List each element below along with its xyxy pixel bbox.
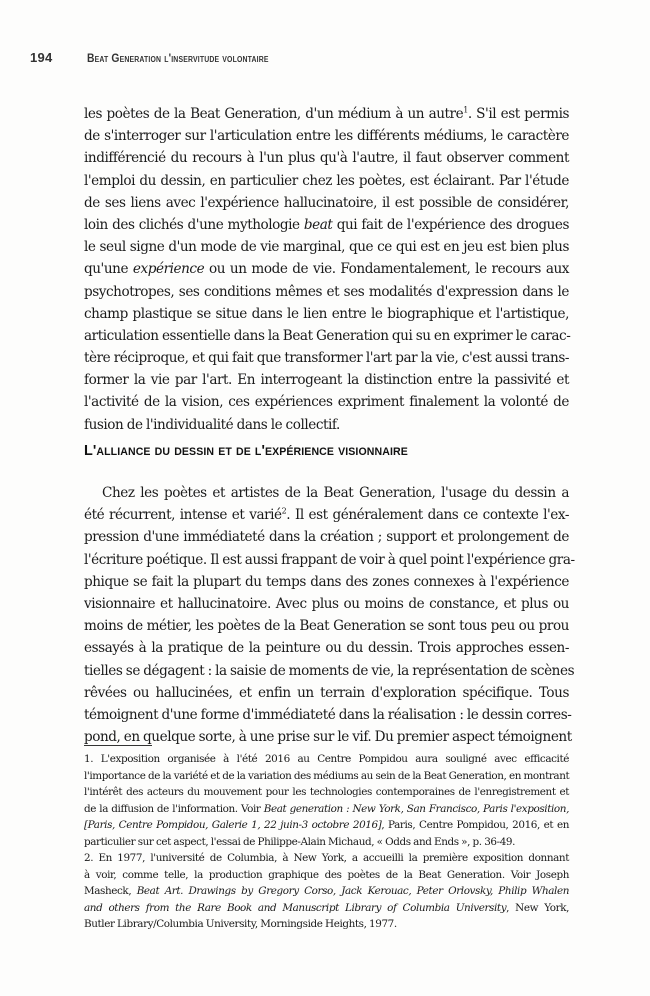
footnote-separator xyxy=(84,745,152,746)
italic-text: beat xyxy=(303,216,333,233)
text-line: psychotropes, ses conditions mêmes et ses modalités d'expression dans le xyxy=(84,283,569,300)
running-title xyxy=(87,51,269,65)
footnote-line xyxy=(84,883,569,900)
footnote-line: à voir, comme telle, la production graphique des poètes de la Beat Generation. Voir Joseph xyxy=(84,868,569,881)
footnote-line: l'importance de la variété et de la variation des médiums au sein de la Beat Generation, en montrant xyxy=(84,769,570,782)
text-run: , Paris, Centre Pompidou, 2016, et en xyxy=(381,819,569,831)
paragraph-1 xyxy=(84,103,569,436)
text-line xyxy=(84,258,569,280)
italic-text: and others from the Rare Book and Manuscript Library of Columbia University xyxy=(84,901,507,914)
italic-text: Beat Art. Drawings by Gregory Corso, Jack Kerouac, Peter Orlovsky, Philip Whalen xyxy=(136,885,569,897)
italic-text: [Paris, Centre Pompidou, Galerie 1, 22 juin-3 octobre 2016] xyxy=(84,819,382,831)
text-line: l'activité de la vision, ces expériences expriment finalement la volonté de xyxy=(84,394,569,411)
text-run: loin des clichés d'une mythologie xyxy=(84,216,304,233)
text-line: l'emploi du dessin, en particulier chez les poètes, est éclairant. Par l'étude xyxy=(84,172,569,189)
text-line: visionnaire et hallucinatoire. Avec plus ou moins de constance, et plus ou xyxy=(84,595,569,612)
text-run: . S'il est permis xyxy=(467,106,569,122)
text-line: Chez les poètes et artistes de la Beat Generation, l'usage du dessin a xyxy=(102,485,569,501)
text-run: ou un mode de vie. Fondamentalement, le recours aux xyxy=(204,261,569,278)
footnote-ref-1[interactable]: 1 xyxy=(463,105,468,115)
footnote-line: 1. L'exposition organisée à l'été 2016 au Centre Pompidou aura souligné avec efficacité xyxy=(84,753,569,765)
footnote-line: l'intérêt des acteurs du mouvement pour les technologies contemporaines de l'enregistrement et xyxy=(84,786,569,798)
text-line: fusion de l'individualité dans le collectif. xyxy=(84,416,340,433)
text-run: été récurrent, intense et varié xyxy=(84,507,282,524)
footnote-line: 2. En 1977, l'université de Columbia, à New York, a accueilli la première exposition donnant xyxy=(84,852,569,864)
text-line: essayés à la pratique de la peinture ou du dessin. Trois approches essen- xyxy=(84,640,569,657)
text-run: les poètes de la Beat Generation, d'un médium à un autre xyxy=(84,106,464,122)
footnote-ref-2[interactable]: 2 xyxy=(281,506,287,516)
text-line: pression d'une immédiateté dans la création ; support et prolongement de xyxy=(84,529,569,546)
text-line: rêvées ou hallucinées, et enfin un terrain d'exploration spécifique. Tous xyxy=(84,684,569,701)
italic-text: Beat generation : New York, San Francisco, Paris l'exposition, xyxy=(263,802,569,815)
text-line xyxy=(84,214,569,236)
text-line: moins de métier, les poètes de la Beat Generation se sont tous peu ou prou xyxy=(84,618,569,635)
section-heading xyxy=(84,442,408,459)
running-title-text: Beat Generation l'inservitude volontaire xyxy=(87,51,269,65)
text-line xyxy=(84,504,569,526)
section-heading-text: L'alliance du dessin et de l'expérience visionnaire xyxy=(84,442,408,459)
footnote-line xyxy=(84,900,569,917)
text-line: tère réciproque, et qui fait que transformer l'art par la vie, c'est aussi trans- xyxy=(84,350,569,367)
text-line: le seul signe d'un mode de vie marginal, que ce qui est en jeu est bien plus xyxy=(84,239,569,256)
footnote-line: Butler Library/Columbia University, Morningside Heights, 1977. xyxy=(84,918,397,930)
text-line xyxy=(84,103,569,125)
text-run: Masheck, xyxy=(84,885,137,897)
text-line: de s'interroger sur l'articulation entre les différents médiums, le caractère xyxy=(84,128,569,145)
italic-text: expérience xyxy=(132,261,205,278)
text-run: . Il est généralement dans ce contexte l'ex- xyxy=(286,507,569,524)
text-line: indifférencié du recours à l'un plus qu'à l'autre, il faut observer comment xyxy=(84,150,569,167)
footnote-line xyxy=(84,817,569,834)
text-line: pond, en quelque sorte, à une prise sur le vif. Du premier aspect témoignent xyxy=(84,729,572,746)
page-number: 194 xyxy=(30,50,53,65)
text-line: l'écriture poétique. Il est aussi frappant de voir à quel point l'expérience gra- xyxy=(84,551,575,568)
text-run: de la diffusion de l'information. Voir xyxy=(84,802,264,815)
text-run: qui fait de l'expérience des drogues xyxy=(332,216,569,233)
footnote-line: particulier sur cet aspect, l'essai de Philippe-Alain Michaud, « Odds and Ends », p. 36-49. xyxy=(84,835,516,848)
text-line: de ses liens avec l'expérience hallucinatoire, il est possible de considérer, xyxy=(84,194,569,211)
text-line: tielles se dégagent : la saisie de moments de vie, la représentation de scènes xyxy=(84,662,575,679)
text-line: champ plastique se situe dans le lien entre le biographique et l'artistique, xyxy=(84,305,569,322)
text-line: témoignent d'une forme d'immédiateté dans la réalisation : le dessin corres- xyxy=(84,706,572,723)
text-run: qu'une xyxy=(84,261,133,278)
footnotes xyxy=(84,751,569,933)
paragraph-2 xyxy=(84,482,575,748)
text-line: phique se fait la plupart du temps dans des zones connexes à l'expérience xyxy=(84,573,569,590)
footnote-line xyxy=(84,801,569,818)
text-line: articulation essentielle dans la Beat Generation qui su en exprimer le carac- xyxy=(84,327,571,344)
text-line: former la vie par l'art. En interrogeant la distinction entre la passivité et xyxy=(84,372,569,389)
text-run: , New York, xyxy=(506,901,570,914)
